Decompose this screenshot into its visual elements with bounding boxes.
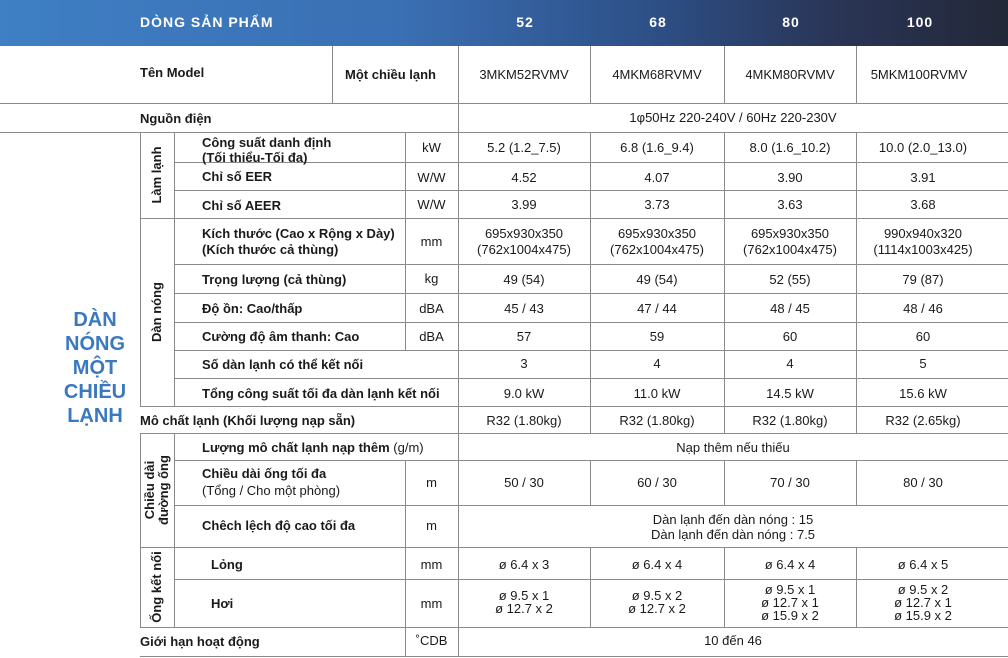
weight-label: Trọng lượng (cả thùng) [202, 272, 347, 287]
eer-value: 3.91 [910, 170, 936, 185]
sound-power-value: 60 [915, 329, 931, 344]
weight-value: 49 (54) [503, 272, 545, 287]
aeer-value: 3.63 [777, 197, 803, 212]
liquid-value: ø 6.4 x 4 [764, 557, 816, 572]
dimensions-value: 695x930x350 [750, 226, 830, 241]
pipe-length-value: 80 / 30 [903, 475, 943, 490]
gas-value-line: ø 12.7 x 1 [894, 595, 952, 610]
capacity-value: 8.0 (1.6_10.2) [749, 140, 831, 155]
dimensions-value-box: (1114x1003x425) [873, 242, 973, 257]
gas-value [856, 583, 990, 622]
weight-value: 49 (54) [636, 272, 678, 287]
side-title-line: MỘT [72, 357, 118, 379]
height-diff-value: Dàn lạnh đến dàn nóng : 7.5 [650, 527, 816, 542]
aeer-value: 3.73 [644, 197, 670, 212]
max-capacity-value: 15.6 kW [899, 386, 947, 401]
dimensions-value: 695x930x350 [617, 226, 697, 241]
capacity-value: 10.0 (2.0_13.0) [878, 140, 968, 155]
gas-value-line: ø 12.7 x 2 [628, 601, 686, 616]
additional-charge-label [202, 440, 424, 455]
eer-value: 4.07 [644, 170, 670, 185]
capacity-label-sub: (Tối thiểu-Tối đa) [202, 150, 308, 165]
sound-power-label: Cường độ âm thanh: Cao [202, 329, 360, 344]
noise-value: 47 / 44 [637, 301, 677, 316]
group-pipe-length-line: đường ống [156, 455, 171, 525]
capacity-value: 5.2 (1.2_7.5) [487, 140, 561, 155]
side-title-line: DÀN [73, 309, 117, 331]
connectable-value: 4 [786, 356, 794, 371]
dimensions-label: Kích thước (Cao x Rộng x Dày) [202, 226, 395, 241]
max-capacity-label: Tổng công suất tối đa dàn lạnh kết nối [202, 386, 440, 401]
capacity-unit: kW [422, 140, 441, 155]
gas-value-line: ø 9.5 x 1 [498, 588, 550, 603]
height-diff-unit: m [426, 518, 437, 533]
dimensions-label-sub: (Kích thước cả thùng) [202, 242, 339, 257]
model-sub-label: Một chiều lạnh [345, 67, 436, 82]
model-value-80: 4MKM80RVMV [745, 67, 835, 82]
gas-value-line: ø 9.5 x 2 [897, 582, 949, 597]
pipe-length-label: Chiều dài ống tối đa [202, 466, 327, 481]
aeer-unit: W/W [417, 197, 446, 212]
header-size-100: 100 [906, 14, 934, 30]
additional-charge-value: Nạp thêm nếu thiếu [676, 440, 790, 455]
eer-label: Chỉ số EER [202, 169, 273, 184]
liquid-value: ø 6.4 x 5 [897, 557, 949, 572]
dimensions-value: 990x940x320 [883, 226, 963, 241]
header-size-68: 68 [649, 14, 667, 30]
additional-charge-label-text: Lượng mô chất lạnh nạp thêm [202, 440, 390, 455]
aeer-label: Chỉ số AEER [202, 198, 281, 213]
refrigerant-label: Mô chất lạnh (Khối lượng nạp sẵn) [140, 413, 356, 428]
height-diff-value: Dàn lạnh đến dàn nóng : 15 [652, 512, 814, 527]
liquid-unit: mm [420, 557, 443, 572]
side-title-line: CHIỀU [63, 381, 127, 403]
gas-value [458, 589, 590, 615]
power-value: 1φ50Hz 220-240V / 60Hz 220-230V [629, 110, 837, 125]
header-title: DÒNG SẢN PHẨM [140, 14, 274, 30]
group-pipe-connect-label: Ống kết nối [149, 551, 164, 623]
gas-value-line: ø 15.9 x 2 [761, 608, 819, 623]
dimensions-value-box: (762x1004x475) [743, 242, 837, 257]
dimensions-value: 695x930x350 [484, 226, 564, 241]
header-size-52: 52 [516, 14, 534, 30]
eer-value: 4.52 [511, 170, 537, 185]
gas-value [590, 589, 724, 615]
max-capacity-value: 14.5 kW [766, 386, 814, 401]
gas-label: Hơi [211, 596, 234, 611]
liquid-value: ø 6.4 x 3 [498, 557, 550, 572]
pipe-length-value: 70 / 30 [770, 475, 810, 490]
operating-value: 10 đến 46 [704, 633, 762, 648]
model-value-68: 4MKM68RVMV [612, 67, 702, 82]
sound-power-unit: dBA [419, 329, 444, 344]
operating-unit: ˚CDB [415, 633, 448, 648]
connectable-value: 5 [919, 356, 927, 371]
max-capacity-value: 9.0 kW [503, 386, 545, 401]
pipe-length-label-sub: (Tổng / Cho một phòng) [202, 483, 341, 498]
model-value-100: 5MKM100RVMV [870, 67, 968, 82]
refrigerant-value: R32 (1.80kg) [486, 413, 562, 428]
height-diff-label: Chêch lệch độ cao tối đa [202, 518, 356, 533]
header-size-80: 80 [782, 14, 800, 30]
noise-unit: dBA [419, 301, 444, 316]
model-value-52: 3MKM52RVMV [479, 67, 569, 82]
group-pipe-length-label [143, 435, 171, 545]
refrigerant-value: R32 (1.80kg) [752, 413, 828, 428]
group-pipe-length-line: Chiều dài [142, 460, 157, 520]
sound-power-value: 59 [649, 329, 665, 344]
pipe-length-value: 50 / 30 [504, 475, 544, 490]
weight-value: 79 (87) [902, 272, 944, 287]
noise-value: 48 / 46 [903, 301, 943, 316]
side-title-line: NÓNG [65, 333, 125, 355]
connectable-value: 3 [520, 356, 528, 371]
additional-charge-unit: (g/m) [393, 440, 424, 455]
aeer-value: 3.99 [511, 197, 537, 212]
dimensions-unit: mm [420, 234, 443, 249]
dimensions-value-box: (762x1004x475) [477, 242, 571, 257]
weight-unit: kg [424, 271, 439, 286]
refrigerant-value: R32 (1.80kg) [619, 413, 695, 428]
aeer-value: 3.68 [910, 197, 936, 212]
operating-label: Giới hạn hoạt động [140, 634, 260, 649]
gas-unit: mm [420, 596, 443, 611]
gas-value-line: ø 12.7 x 2 [495, 601, 553, 616]
side-title-line: LẠNH [67, 405, 123, 427]
group-cooling-label: Làm lạnh [149, 146, 164, 204]
liquid-value: ø 6.4 x 4 [631, 557, 683, 572]
gas-value-line: ø 9.5 x 1 [764, 582, 816, 597]
gas-value-line: ø 9.5 x 2 [631, 588, 683, 603]
sound-power-value: 57 [516, 329, 532, 344]
refrigerant-value: R32 (2.65kg) [885, 413, 961, 428]
connectable-label: Số dàn lạnh có thể kết nối [202, 357, 364, 372]
liquid-label: Lỏng [211, 557, 243, 572]
noise-value: 45 / 43 [504, 301, 544, 316]
side-title [40, 308, 150, 428]
gas-value [724, 583, 856, 622]
power-label: Nguồn điện [140, 111, 212, 126]
capacity-value: 6.8 (1.6_9.4) [620, 140, 694, 155]
sound-power-value: 60 [782, 329, 798, 344]
capacity-label: Công suất danh định [202, 135, 332, 150]
pipe-length-unit: m [426, 475, 437, 490]
connectable-value: 4 [653, 356, 661, 371]
weight-value: 52 (55) [769, 272, 811, 287]
group-outdoor-label: Dàn nóng [149, 282, 164, 342]
gas-value-line: ø 15.9 x 2 [894, 608, 952, 623]
dimensions-value-box: (762x1004x475) [610, 242, 704, 257]
eer-value: 3.90 [777, 170, 803, 185]
eer-unit: W/W [417, 170, 446, 185]
gas-value-line: ø 12.7 x 1 [761, 595, 819, 610]
model-label: Tên Model [140, 65, 205, 80]
noise-label: Độ ồn: Cao/thấp [202, 301, 303, 316]
table-header [0, 0, 1008, 46]
pipe-length-value: 60 / 30 [637, 475, 677, 490]
noise-value: 48 / 45 [770, 301, 810, 316]
max-capacity-value: 11.0 kW [633, 386, 681, 401]
